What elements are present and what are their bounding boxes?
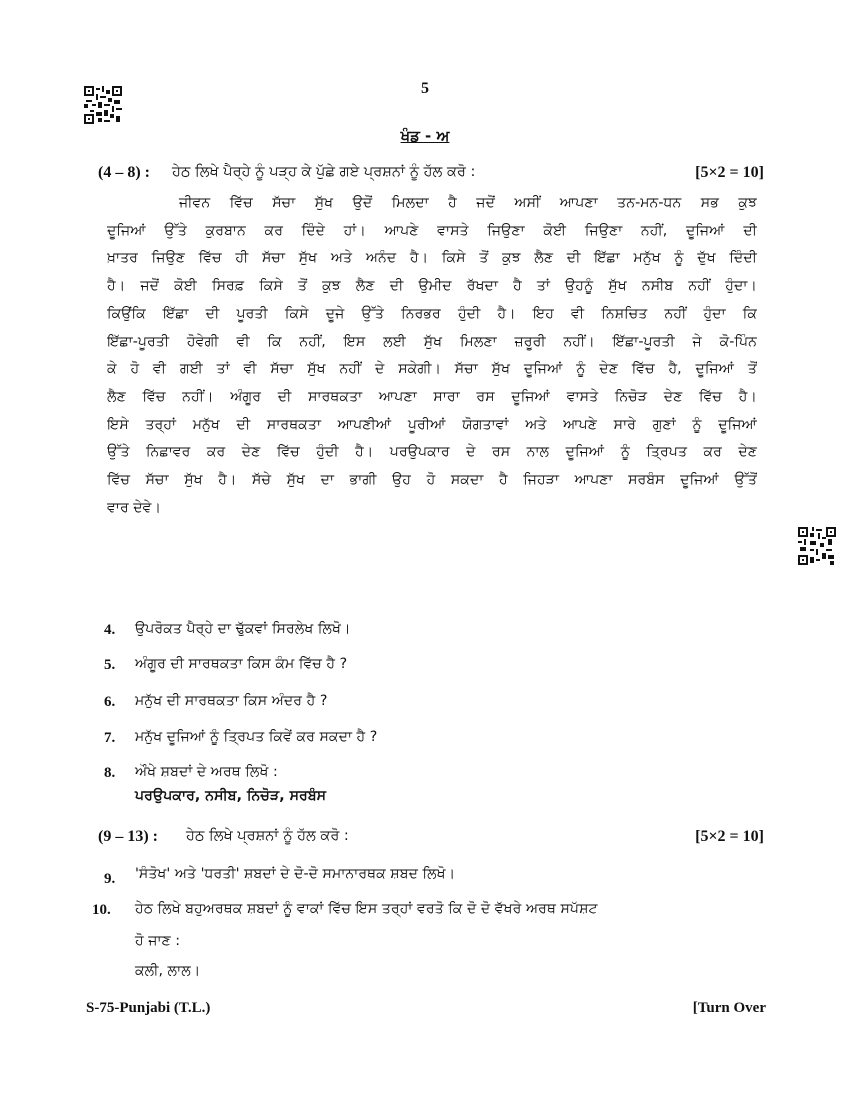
section1-marks: [5×2 = 10] [695,164,764,181]
passage-line: ਉੱਤੇ ਨਿਛਾਵਰ ਕਰ ਦੇਣ ਵਿੱਚ ਹੁੰਦੀ ਹੈ। ਪਰਉਪਕਾਰ ਦੇ ਰਸ ਨਾਲ ਦੂਜਿਆਂ ਨੂੰ ਤ੍ਰਿਪਤ ਕਰ ਦੇਣ [107,444,757,461]
question-text-5: ਅੰਗੂਰ ਦੀ ਸਾਰਥਕਤਾ ਕਿਸ ਕੰਮ ਵਿੱਚ ਹੈ ? [135,656,348,672]
passage-line: ਜੀਵਨ ਵਿੱਚ ਸੱਚਾ ਸੁੱਖ ਉਦੋਂ ਮਿਲਦਾ ਹੈ ਜਦੋਂ ਅਸੀਂ ਆਪਣਾ ਤਨ-ਮਨ-ਧਨ ਸਭ ਕੁਝ [179,195,757,211]
passage-line: ਵਿੱਚ ਸੱਚਾ ਸੁੱਖ ਹੈ। ਸੱਚੇ ਸੁੱਖ ਦਾ ਭਾਗੀ ਉਹ ਹੋ ਸਕਦਾ ਹੈ ਜਿਹੜਾ ਆਪਣਾ ਸਰਬੰਸ ਦੂਜਿਆਂ ਉੱਤੋਂ [107,472,757,489]
question-number-5: 5. [104,657,116,673]
passage-line: ਇੱਛਾ-ਪੂਰਤੀ ਹੋਵੇਗੀ ਵੀ ਕਿ ਨਹੀਂ, ਇਸ ਲਈ ਸੁੱਖ ਮਿਲਣਾ ਜ਼ਰੂਰੀ ਨਹੀਂ। ਇੱਛਾ-ਪੂਰਤੀ ਜੇ ਕੋ-ਪਿੰਨ [107,333,757,350]
passage-line: ਹੈ। ਜਦੋਂ ਕੋਈ ਸਿਰਫ਼ ਕਿਸੇ ਤੋਂ ਕੁਝ ਲੈਣ ਦੀ ਉਮੀਦ ਰੱਖਦਾ ਹੈ ਤਾਂ ਉਹਨੂੰ ਸੁੱਖ ਨਸੀਬ ਨਹੀਂ ਹੁੰਦਾ। [107,278,757,295]
question-number-4: 4. [104,622,116,638]
passage [107,190,757,522]
section2-instruction: ਹੇਠ ਲਿਖੇ ਪ੍ਰਸ਼ਨਾਂ ਨੂੰ ਹੱਲ ਕਰੋ : [186,828,349,844]
section-title: ਖੰਡ - ਅ [400,127,450,145]
question-text-6: ਮਨੁੱਖ ਦੀ ਸਾਰਥਕਤਾ ਕਿਸ ਅੰਦਰ ਹੈ ? [135,693,328,709]
question-text-7: ਮਨੁੱਖ ਦੂਜਿਆਂ ਨੂੰ ਤ੍ਰਿਪਤ ਕਿਵੇਂ ਕਰ ਸਕਦਾ ਹੈ ? [135,729,378,745]
section2-marks: [5×2 = 10] [695,828,764,845]
question-text-10-cont: ਹੋ ਜਾਣ : [135,933,181,949]
passage-line: ਲੈਣ ਵਿੱਚ ਨਹੀਂ। ਅੰਗੂਰ ਦੀ ਸਾਰਥਕਤਾ ਆਪਣਾ ਸਾਰਾ ਰਸ ਦੂਜਿਆਂ ਵਾਸਤੇ ਨਿਚੋੜ ਦੇਣ ਵਿੱਚ ਹੈ। [107,388,757,405]
turn-over-label: [Turn Over [692,1000,766,1016]
qr-code-right [798,527,836,565]
question-8-words: ਪਰਉਪਕਾਰ, ਨਸੀਬ, ਨਿਚੋੜ, ਸਰਬੰਸ [135,788,327,804]
question-number-8: 8. [104,765,116,781]
passage-line: ਵਾਰ ਦੇਵੇ। [107,499,162,516]
passage-line: ਕੇ ਹੋ ਵੀ ਗਈ ਤਾਂ ਵੀ ਸੱਚਾ ਸੁੱਖ ਨਹੀਂ ਦੇ ਸਕੇਗੀ। ਸੱਚਾ ਸੁੱਖ ਦੂਜਿਆਂ ਨੂੰ ਦੇਣ ਵਿੱਚ ਹੈ, ਦੂਜਿਆਂ ਤੋਂ [107,361,757,378]
section2-range: (9 – 13) : [98,828,158,845]
question-text-10: ਹੇਠ ਲਿਖੇ ਬਹੁਅਰਥਕ ਸ਼ਬਦਾਂ ਨੂੰ ਵਾਕਾਂ ਵਿੱਚ ਇਸ ਤਰ੍ਹਾਂ ਵਰਤੋ ਕਿ ਦੋ ਦੋ ਵੱਖਰੇ ਅਰਥ ਸਪੱਸ਼ਟ [135,901,598,917]
section1-range: (4 – 8) : [98,164,150,181]
section1-instruction: ਹੇਠ ਲਿਖੇ ਪੈਰ੍ਹੇ ਨੂੰ ਪੜ੍ਹ ਕੇ ਪੁੱਛੇ ਗਏ ਪ੍ਰਸ਼ਨਾਂ ਨੂੰ ਹੱਲ ਕਰੋ : [172,164,476,180]
passage-line: ਦੂਜਿਆਂ ਉੱਤੇ ਕੁਰਬਾਨ ਕਰ ਦਿੰਦੇ ਹਾਂ। ਆਪਣੇ ਵਾਸਤੇ ਜਿਉਣਾ ਕੋਈ ਜਿਉਣਾ ਨਹੀਂ, ਦੂਜਿਆਂ ਦੀ [107,222,757,239]
page-number: 5 [421,80,429,97]
question-text-4: ਉਪਰੋਕਤ ਪੈਰ੍ਹੇ ਦਾ ਢੁੱਕਵਾਂ ਸਿਰਲੇਖ ਲਿਖੋ। [135,621,351,637]
question-number-7: 7. [104,730,116,746]
paper-code: S-75-Punjabi (T.L.) [86,1000,211,1016]
question-10-words: ਕਲੀ, ਲਾਲ। [135,963,201,979]
passage-line: ਖ਼ਾਤਰ ਜਿਉਣ ਵਿੱਚ ਹੀ ਸੱਚਾ ਸੁੱਖ ਅਤੇ ਅਨੰਦ ਹੈ। ਕਿਸੇ ਤੋਂ ਕੁਝ ਲੈਣ ਦੀ ਇੱਛਾ ਮਨੁੱਖ ਨੂੰ ਦੁੱਖ ਦਿੰਦੀ [107,250,757,267]
question-text-8: ਔਖੇ ਸ਼ਬਦਾਂ ਦੇ ਅਰਥ ਲਿਖੋ : [135,764,278,780]
question-number-6: 6. [104,694,116,710]
question-number-10: 10. [92,902,111,918]
question-number-9: 9. [104,871,116,887]
passage-line: ਇਸੇ ਤਰ੍ਹਾਂ ਮਨੁੱਖ ਦੀ ਸਾਰਥਕਤਾ ਆਪਣੀਆਂ ਪੂਰੀਆਂ ਯੋਗਤਾਵਾਂ ਅਤੇ ਆਪਣੇ ਸਾਰੇ ਗੁਣਾਂ ਨੂੰ ਦੂਜਿਆਂ [107,416,757,433]
passage-line: ਕਿਉਂਕਿ ਇੱਛਾ ਦੀ ਪੂਰਤੀ ਕਿਸੇ ਦੂਜੇ ਉੱਤੇ ਨਿਰਭਰ ਹੁੰਦੀ ਹੈ। ਇਹ ਵੀ ਨਿਸ਼ਚਿਤ ਨਹੀਂ ਹੁੰਦਾ ਕਿ [107,305,757,322]
question-text-9: 'ਸੰਤੋਖ' ਅਤੇ 'ਧਰਤੀ' ਸ਼ਬਦਾਂ ਦੇ ਦੋ-ਦੋ ਸਮਾਨਾਰਥਕ ਸ਼ਬਦ ਲਿਖੋ। [135,866,456,882]
